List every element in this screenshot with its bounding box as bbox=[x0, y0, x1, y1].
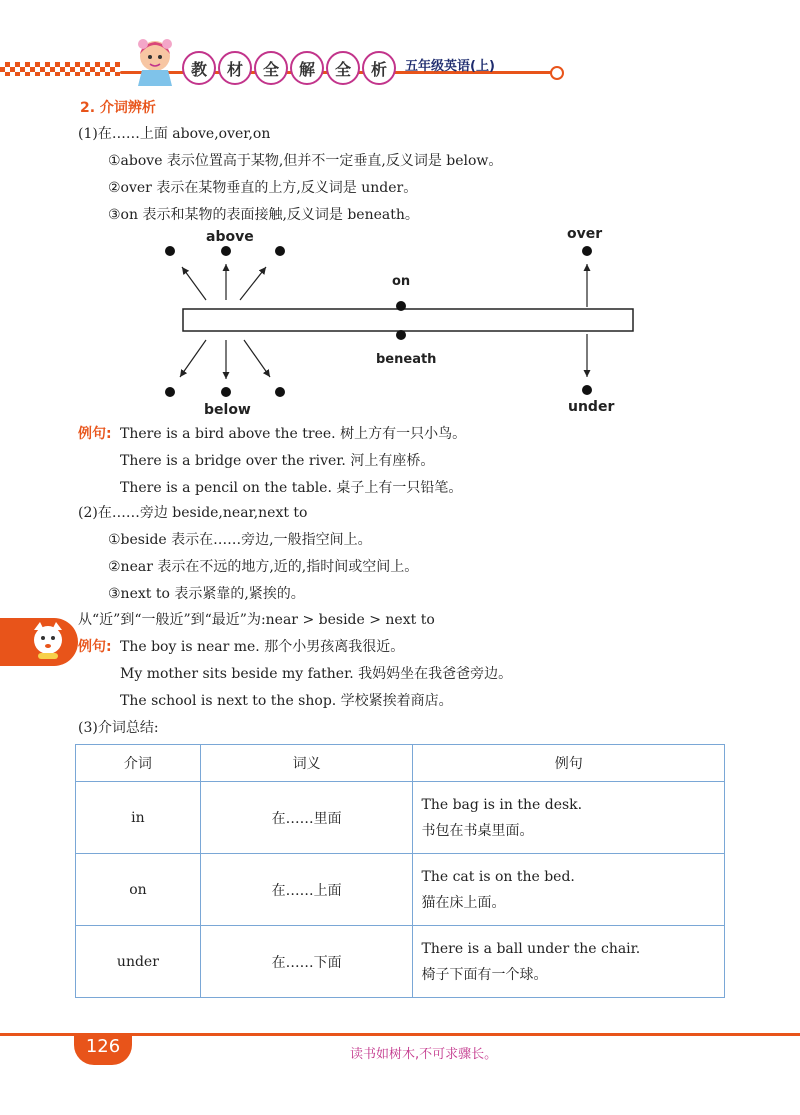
header-title-char: 析 bbox=[362, 51, 396, 85]
footer-motto: 读书如树木,不可求骤长。 bbox=[350, 1047, 498, 1062]
header-title-char: 解 bbox=[290, 51, 324, 85]
prep-cell: in bbox=[76, 782, 201, 854]
header-subtitle: 五年级英语(上) bbox=[405, 59, 495, 74]
beneath-dot bbox=[396, 330, 406, 340]
table-row bbox=[76, 926, 725, 998]
on-dot bbox=[396, 301, 406, 311]
example-en: There is a ball under the chair. bbox=[421, 940, 641, 957]
above-label: above bbox=[206, 229, 254, 245]
below-label: below bbox=[204, 402, 251, 418]
table-row bbox=[76, 782, 725, 854]
below-dot-center bbox=[221, 387, 231, 397]
part1-title: (1)在……上面 above,over,on bbox=[78, 126, 271, 142]
part2-title: (2)在……旁边 beside,near,next to bbox=[78, 505, 308, 521]
example-cell bbox=[413, 782, 725, 854]
board-bar bbox=[183, 309, 633, 331]
below-dot-left bbox=[165, 387, 175, 397]
below-dot-right bbox=[275, 387, 285, 397]
table-header: 例句 bbox=[413, 745, 725, 782]
below-arrow-right bbox=[244, 340, 270, 377]
header-rule-end-dot bbox=[550, 66, 564, 80]
mascot-girl-icon bbox=[128, 36, 182, 86]
header-title-char: 全 bbox=[326, 51, 360, 85]
on-label: on bbox=[392, 274, 411, 289]
side-tab-cat-icon bbox=[30, 620, 66, 660]
example-sentence: The school is next to the shop. 学校紧挨着商店。 bbox=[120, 693, 453, 709]
example-sentence: There is a bridge over the river. 河上有座桥。 bbox=[120, 453, 435, 469]
example-cn: 椅子下面有一个球。 bbox=[421, 966, 548, 983]
part2-order: 从“近”到“一般近”到“最近”为:near > beside > next to bbox=[78, 612, 435, 628]
preposition-summary-table bbox=[75, 744, 725, 998]
above-arrow-right bbox=[240, 267, 266, 300]
example-sentence: My mother sits beside my father. 我妈妈坐在我爸爸旁边。 bbox=[120, 666, 513, 682]
under-dot bbox=[582, 385, 592, 395]
over-label: over bbox=[567, 226, 603, 242]
part3-title: (3)介词总结: bbox=[78, 720, 159, 736]
table-row bbox=[76, 854, 725, 926]
header-title-char: 材 bbox=[218, 51, 252, 85]
example-cell bbox=[413, 854, 725, 926]
example-cn: 书包在书桌里面。 bbox=[421, 822, 534, 839]
meaning-cell: 在……下面 bbox=[200, 926, 413, 998]
preposition-diagram bbox=[140, 222, 650, 422]
under-label: under bbox=[568, 399, 615, 415]
part1-point: ②over 表示在某物垂直的上方,反义词是 under。 bbox=[108, 180, 418, 196]
page-number: 126 bbox=[85, 1036, 121, 1057]
above-arrow-left bbox=[182, 267, 206, 300]
example-en: The cat is on the bed. bbox=[421, 868, 575, 885]
example-cn: 猫在床上面。 bbox=[421, 894, 506, 911]
examples2-label: 例句: bbox=[78, 639, 112, 655]
beneath-label: beneath bbox=[376, 352, 437, 367]
example-en: The bag is in the desk. bbox=[421, 796, 583, 813]
header-checker-pattern bbox=[0, 62, 120, 76]
table-header-row bbox=[76, 745, 725, 782]
above-dot-center bbox=[221, 246, 231, 256]
prep-cell: under bbox=[76, 926, 201, 998]
part2-point: ②near 表示在不远的地方,近的,指时间或空间上。 bbox=[108, 559, 419, 575]
prep-cell: on bbox=[76, 854, 201, 926]
table-header: 介词 bbox=[76, 745, 201, 782]
example-cell bbox=[413, 926, 725, 998]
examples1-label: 例句: bbox=[78, 426, 112, 442]
table-header: 词义 bbox=[200, 745, 413, 782]
part2-point: ③next to 表示紧靠的,紧挨的。 bbox=[108, 586, 305, 602]
part2-point: ①beside 表示在……旁边,一般指空间上。 bbox=[108, 532, 372, 548]
meaning-cell: 在……上面 bbox=[200, 854, 413, 926]
above-dot-right bbox=[275, 246, 285, 256]
header-title-char: 教 bbox=[182, 51, 216, 85]
section-heading: 2. 介词辨析 bbox=[80, 100, 156, 116]
part1-point: ①above 表示位置高于某物,但并不一定垂直,反义词是 below。 bbox=[108, 153, 503, 169]
meaning-cell: 在……里面 bbox=[200, 782, 413, 854]
example-sentence: There is a bird above the tree. 树上方有一只小鸟。 bbox=[120, 426, 467, 442]
part1-point: ③on 表示和某物的表面接触,反义词是 beneath。 bbox=[108, 207, 419, 223]
over-dot bbox=[582, 246, 592, 256]
below-arrow-left bbox=[180, 340, 206, 377]
example-sentence: There is a pencil on the table. 桌子上有一只铅笔。 bbox=[120, 480, 463, 496]
header-title-char: 全 bbox=[254, 51, 288, 85]
above-dot-left bbox=[165, 246, 175, 256]
example-sentence: The boy is near me. 那个小男孩离我很近。 bbox=[120, 639, 405, 655]
